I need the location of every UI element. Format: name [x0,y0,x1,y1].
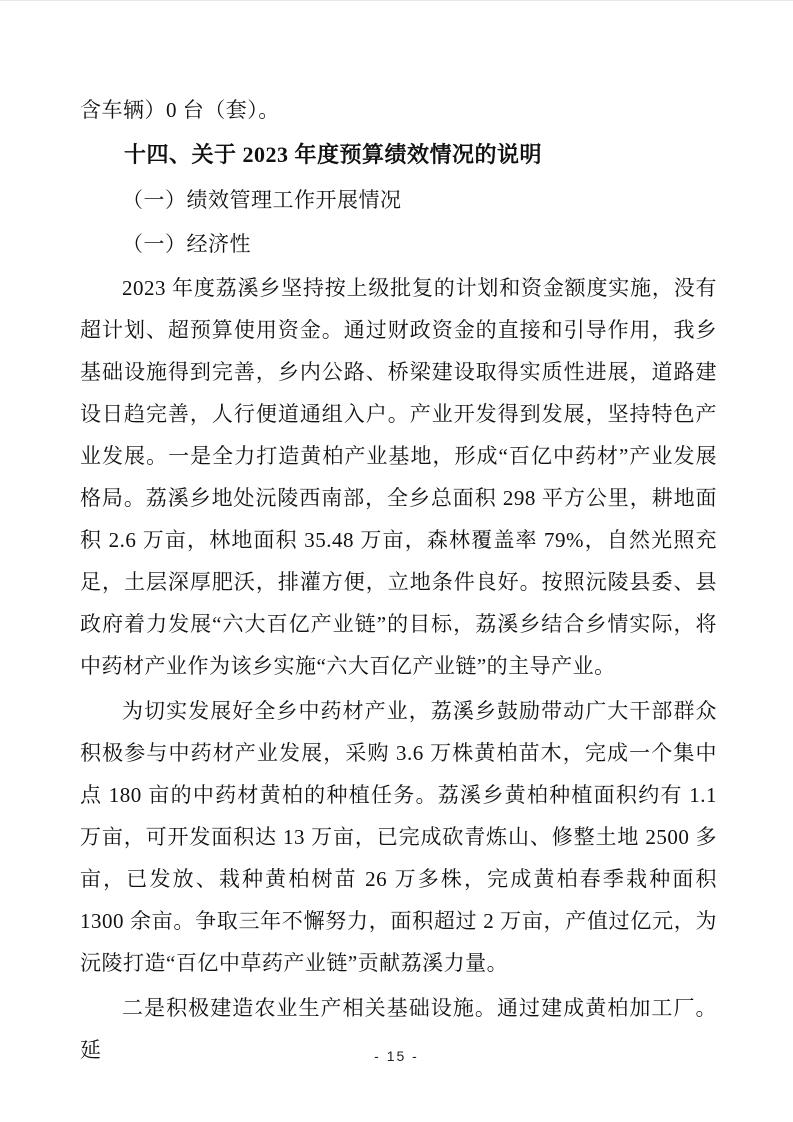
subheading-economy: （一）经济性 [122,232,251,256]
paragraph-budget-implementation: 2023 年度荔溪乡坚持按上级批复的计划和资金额度实施，没有超计划、超预算使用资金。通过财政资金的直接和引导作用，我乡基础设施得到完善，乡内公路、桥梁建设取得实质性进展，道路建设日趋完善，人行便道通组入户。产业开发得到发展，坚持特色产业发展。一是全力打造黄柏产业基地，形成“百亿中药材”产业发展格局。荔溪乡地处沅陵西南部，全乡总面积 298 平方公里，耕地面积 2.6 万亩，林地面积 35.48 万亩，森林覆盖率 79%，自然光照充足，土层深厚肥沃，排灌方便，立地条件良好。按照沅陵县委、县政府着力发展“六大百亿产业链”的目标，荔溪乡结合乡情实际，将中药材产业作为该乡实施“六大百亿产业链”的主导产业。 [80,276,717,678]
continuation-line: 含车辆）0 台（套）。 [80,98,280,122]
document-content [80,89,717,1071]
paragraph-medicinal-industry: 为切实发展好全乡中药材产业，荔溪乡鼓励带动广大干部群众积极参与中药材产业发展，采购 3.6 万株黄柏苗木，完成一个集中点 180 亩的中药材黄柏的种植任务。荔溪乡黄柏种植面积约有 1.1 万亩，可开发面积达 13 万亩，已完成砍青炼山、修整土地 2500 多亩，已发放、栽种黄柏树苗 26 万多株，完成黄柏春季栽种面积 1300 余亩。争取三年不懈努力，面积超过 2 万亩，产值过亿元，为沅陵打造“百亿中草药产业链”贡献荔溪力量。 [80,699,717,975]
page-number: - 15 - [374,1048,419,1064]
paragraph-agricultural-infrastructure: 二是积极建造农业生产相关基础设施。通过建成黄柏加工厂。延 [80,996,717,1062]
section-heading: 十四、关于 2023 年度预算绩效情况的说明 [124,142,543,167]
subheading-performance-management: （一）绩效管理工作开展情况 [122,188,402,212]
